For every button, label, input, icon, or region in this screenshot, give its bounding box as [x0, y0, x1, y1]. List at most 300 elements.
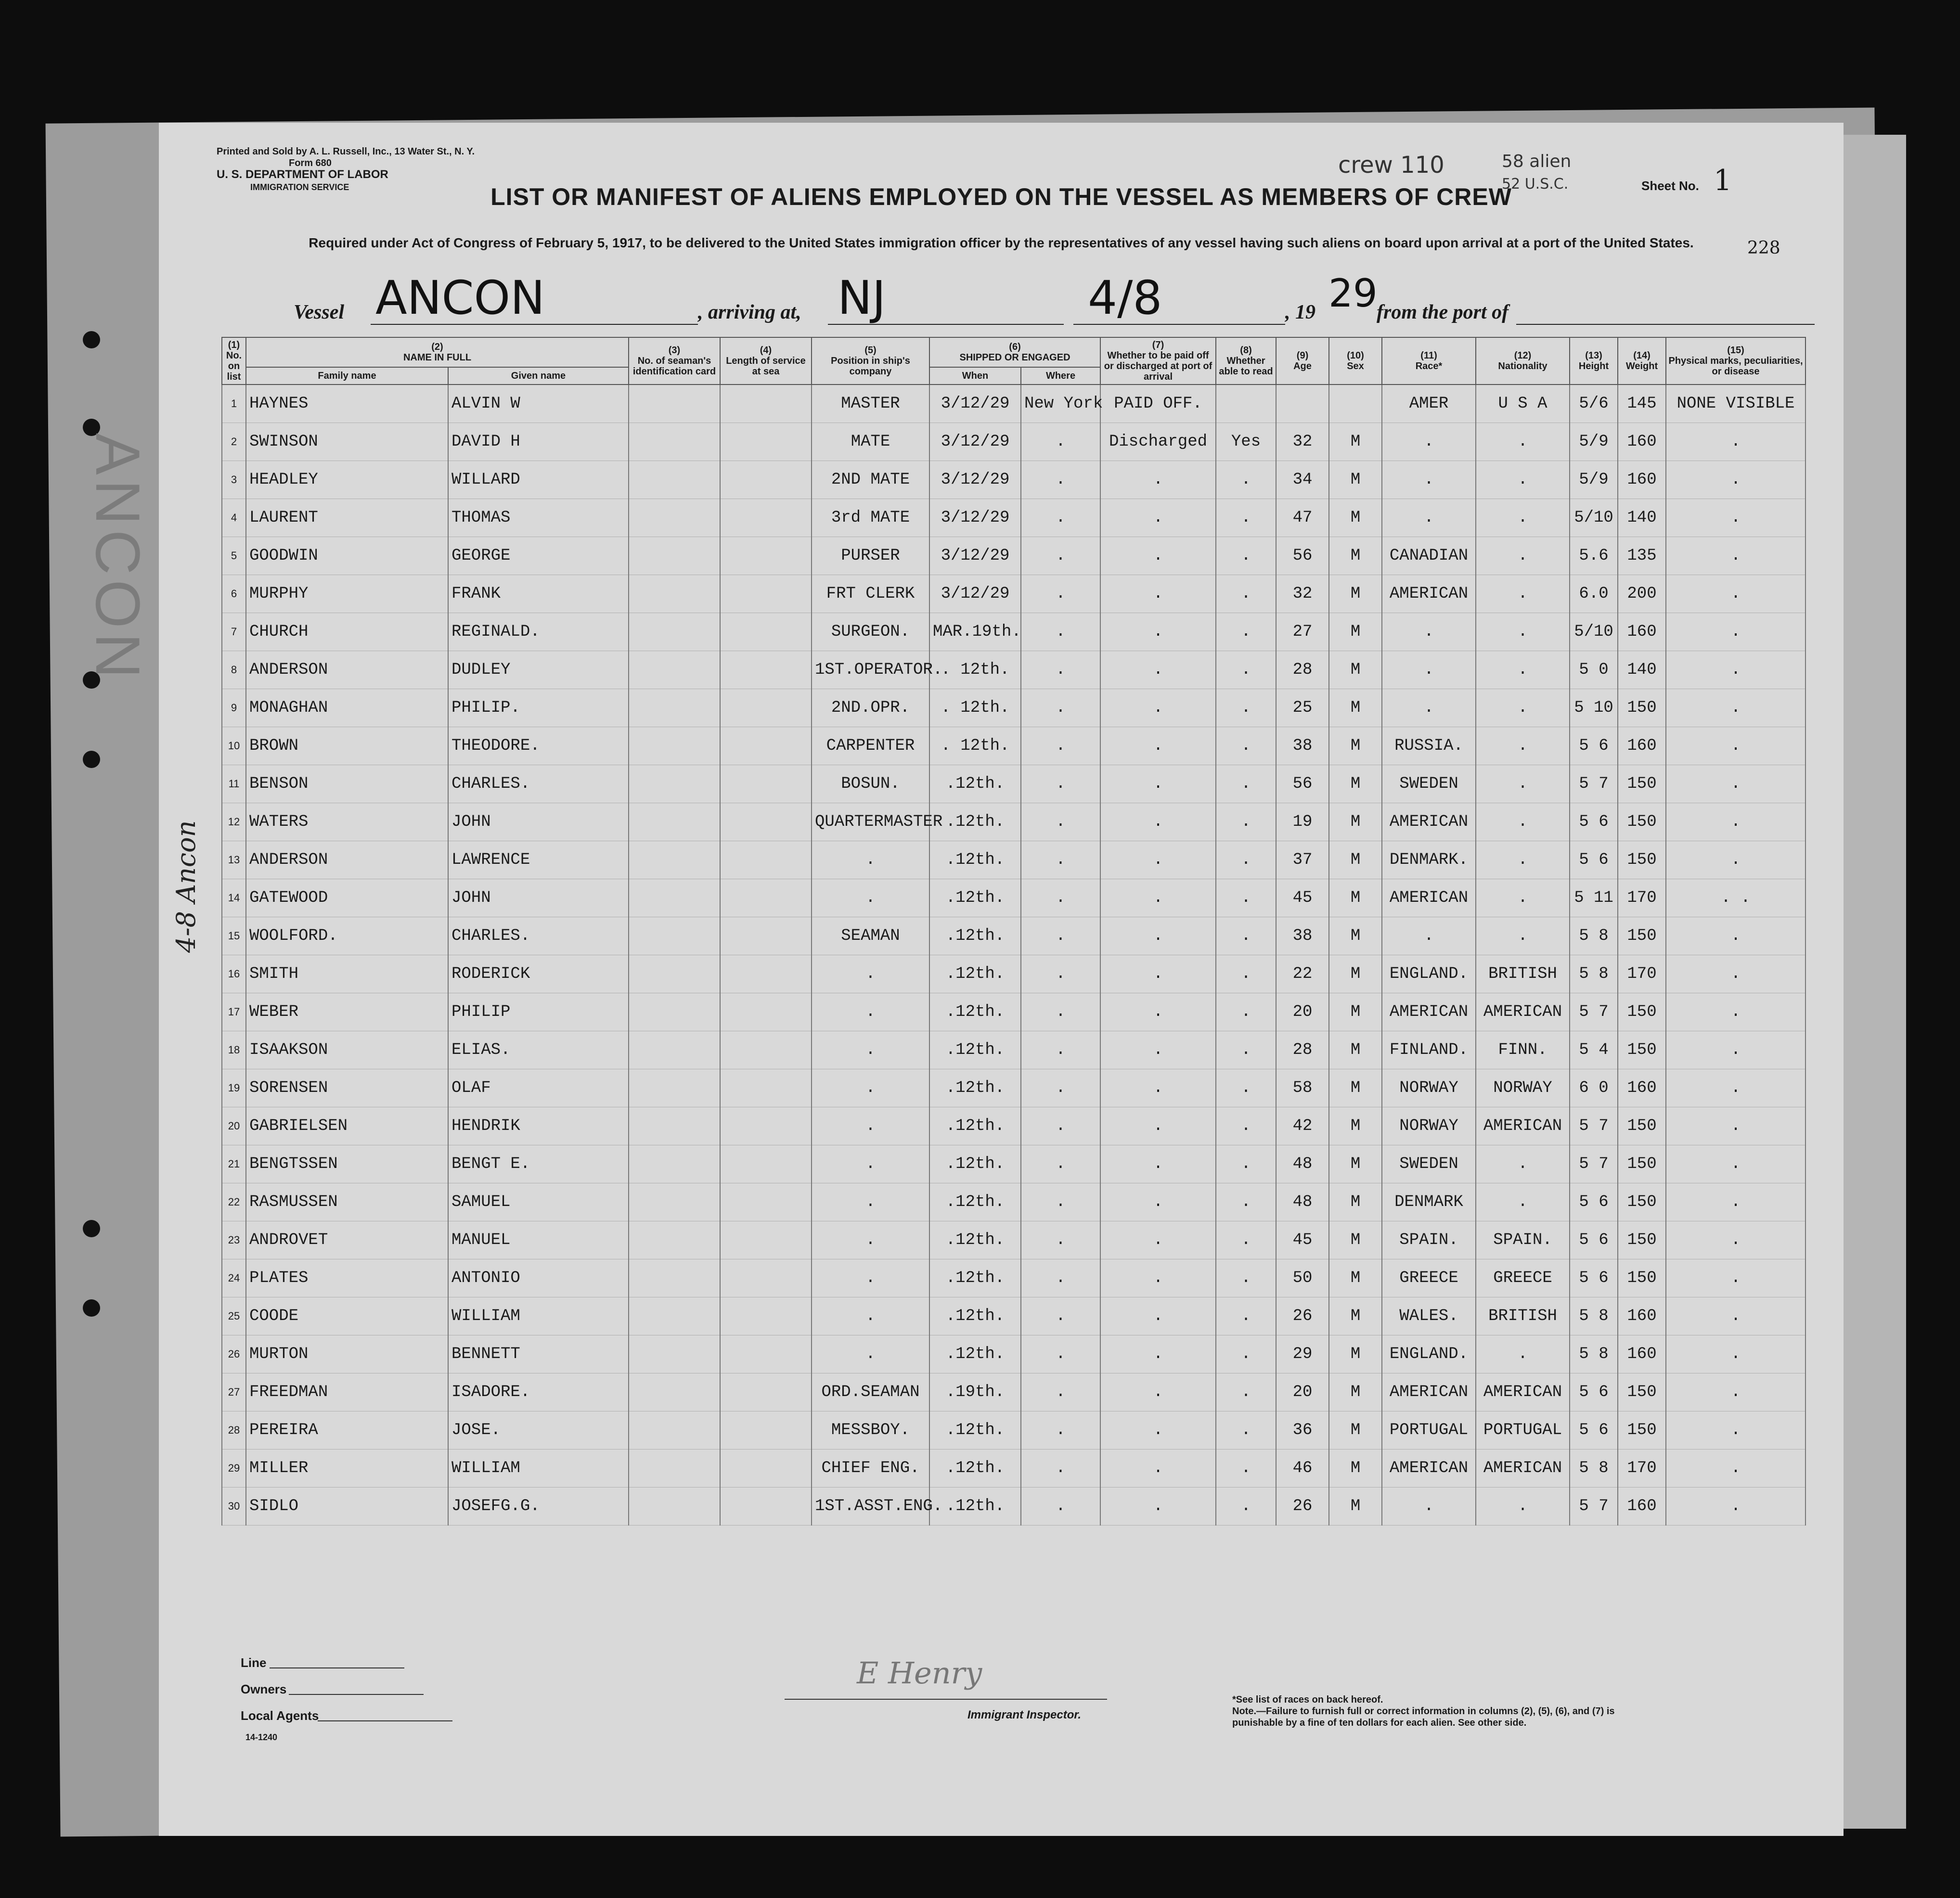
- binder-hole: [83, 1220, 100, 1237]
- cell-paid-off: .: [1100, 727, 1216, 765]
- cell-id-card: [629, 575, 720, 613]
- cell-length-service: [720, 689, 812, 727]
- cell-weight: 150: [1618, 1259, 1666, 1297]
- cell-nationality: AMERICAN: [1476, 1107, 1570, 1145]
- cell-shipped-when: .12th.: [929, 765, 1021, 803]
- cell-id-card: [629, 1259, 720, 1297]
- col-sex: (10) Sex: [1329, 337, 1382, 385]
- cell-position: 1ST.OPERATOR.: [812, 651, 929, 689]
- cell-row-number: 3: [222, 461, 246, 499]
- cell-shipped-where: .: [1021, 1297, 1100, 1335]
- table-row: [222, 1221, 1805, 1259]
- cell-nationality: U S A: [1476, 385, 1570, 423]
- cell-weight: 160: [1618, 1488, 1666, 1526]
- cell-shipped-when: 3/12/29: [929, 461, 1021, 499]
- cell-physical-marks: .: [1666, 1221, 1805, 1259]
- cell-paid-off: .: [1100, 1183, 1216, 1221]
- cell-shipped-when: .12th.: [929, 1488, 1021, 1526]
- cell-given-name: FRANK: [448, 575, 629, 613]
- cell-given-name: WILLIAM: [448, 1449, 629, 1488]
- cell-id-card: [629, 689, 720, 727]
- cell-height: 5 6: [1570, 1411, 1618, 1449]
- crew-manifest-table: [221, 337, 1806, 1526]
- cell-able-read: .: [1216, 537, 1276, 575]
- cell-sex: M: [1329, 1297, 1382, 1335]
- cell-family-name: SWINSON: [246, 423, 448, 461]
- cell-weight: 160: [1618, 423, 1666, 461]
- cell-physical-marks: .: [1666, 1259, 1805, 1297]
- cell-given-name: ALVIN W: [448, 385, 629, 423]
- cell-position: .: [812, 1183, 929, 1221]
- cell-paid-off: .: [1100, 1031, 1216, 1069]
- cell-height: 5 0: [1570, 651, 1618, 689]
- cell-position: .: [812, 955, 929, 993]
- cell-weight: 140: [1618, 651, 1666, 689]
- cell-able-read: .: [1216, 1488, 1276, 1526]
- binder-hole: [83, 751, 100, 768]
- cell-shipped-when: .12th.: [929, 1221, 1021, 1259]
- cell-age: 56: [1276, 765, 1329, 803]
- cell-id-card: [629, 1221, 720, 1259]
- cell-sex: M: [1329, 1107, 1382, 1145]
- cell-row-number: 16: [222, 955, 246, 993]
- cell-family-name: GATEWOOD: [246, 879, 448, 917]
- table-row: [222, 1411, 1805, 1449]
- cell-weight: 200: [1618, 575, 1666, 613]
- cell-shipped-when: .12th.: [929, 1031, 1021, 1069]
- cell-weight: 170: [1618, 1449, 1666, 1488]
- cell-family-name: ANDROVET: [246, 1221, 448, 1259]
- cell-row-number: 29: [222, 1449, 246, 1488]
- cell-row-number: 13: [222, 841, 246, 879]
- cell-able-read: .: [1216, 1031, 1276, 1069]
- cell-given-name: GEORGE: [448, 537, 629, 575]
- cell-position: 1ST.ASST.ENG.: [812, 1488, 929, 1526]
- cell-shipped-when: .12th.: [929, 1449, 1021, 1488]
- cell-able-read: .: [1216, 1259, 1276, 1297]
- table-row: [222, 1145, 1805, 1183]
- cell-paid-off: .: [1100, 1145, 1216, 1183]
- cell-row-number: 27: [222, 1373, 246, 1411]
- cell-row-number: 9: [222, 689, 246, 727]
- cell-nationality: .: [1476, 1335, 1570, 1373]
- col-name-in-full: (2) NAME IN FULL: [246, 337, 629, 367]
- cell-family-name: MURTON: [246, 1335, 448, 1373]
- cell-sex: [1329, 385, 1382, 423]
- cell-shipped-where: New York: [1021, 385, 1100, 423]
- cell-age: 32: [1276, 423, 1329, 461]
- cell-paid-off: .: [1100, 1373, 1216, 1411]
- cell-shipped-where: .: [1021, 575, 1100, 613]
- cell-sex: M: [1329, 917, 1382, 955]
- cell-age: 25: [1276, 689, 1329, 727]
- sheet-number: Sheet No. 1: [1641, 164, 1732, 197]
- col-weight: (14) Weight: [1618, 337, 1666, 385]
- cell-row-number: 25: [222, 1297, 246, 1335]
- cell-weight: 150: [1618, 1183, 1666, 1221]
- cell-position: PURSER: [812, 537, 929, 575]
- cell-shipped-where: .: [1021, 841, 1100, 879]
- cell-nationality: .: [1476, 1145, 1570, 1183]
- cell-row-number: 20: [222, 1107, 246, 1145]
- cell-shipped-where: .: [1021, 1145, 1100, 1183]
- cell-family-name: PEREIRA: [246, 1411, 448, 1449]
- cell-nationality: .: [1476, 879, 1570, 917]
- cell-nationality: .: [1476, 1488, 1570, 1526]
- cell-physical-marks: .: [1666, 1297, 1805, 1335]
- cell-paid-off: .: [1100, 461, 1216, 499]
- cell-shipped-where: .: [1021, 879, 1100, 917]
- cell-weight: 160: [1618, 1335, 1666, 1373]
- cell-given-name: CHARLES.: [448, 917, 629, 955]
- cell-weight: 150: [1618, 1031, 1666, 1069]
- cell-given-name: PHILIP: [448, 993, 629, 1031]
- cell-length-service: [720, 993, 812, 1031]
- cell-age: 28: [1276, 1031, 1329, 1069]
- cell-row-number: 5: [222, 537, 246, 575]
- cell-sex: M: [1329, 499, 1382, 537]
- cell-paid-off: .: [1100, 1259, 1216, 1297]
- cell-height: 5 6: [1570, 1221, 1618, 1259]
- cell-shipped-when: 3/12/29: [929, 499, 1021, 537]
- cell-length-service: [720, 1449, 812, 1488]
- col-shipped-engaged: (6) SHIPPED OR ENGAGED: [929, 337, 1100, 367]
- cell-race: AMERICAN: [1382, 1373, 1476, 1411]
- cell-age: 38: [1276, 917, 1329, 955]
- cell-height: 5/6: [1570, 385, 1618, 423]
- cell-length-service: [720, 385, 812, 423]
- cell-age: 22: [1276, 955, 1329, 993]
- cell-sex: M: [1329, 1335, 1382, 1373]
- cell-weight: 150: [1618, 1107, 1666, 1145]
- cell-nationality: .: [1476, 841, 1570, 879]
- cell-shipped-where: .: [1021, 1449, 1100, 1488]
- cell-nationality: SPAIN.: [1476, 1221, 1570, 1259]
- cell-paid-off: .: [1100, 1411, 1216, 1449]
- cell-id-card: [629, 461, 720, 499]
- cell-weight: 160: [1618, 1069, 1666, 1107]
- cell-age: 45: [1276, 879, 1329, 917]
- cell-row-number: 18: [222, 1031, 246, 1069]
- cell-given-name: JOSE.: [448, 1411, 629, 1449]
- cell-sex: M: [1329, 1449, 1382, 1488]
- cell-row-number: 30: [222, 1488, 246, 1526]
- cell-shipped-where: .: [1021, 917, 1100, 955]
- cell-position: MASTER: [812, 385, 929, 423]
- cell-physical-marks: . .: [1666, 879, 1805, 917]
- cell-row-number: 6: [222, 575, 246, 613]
- cell-length-service: [720, 1411, 812, 1449]
- cell-length-service: [720, 765, 812, 803]
- cell-shipped-when: .12th.: [929, 1259, 1021, 1297]
- cell-paid-off: .: [1100, 1069, 1216, 1107]
- cell-physical-marks: .: [1666, 993, 1805, 1031]
- cell-race: AMERICAN: [1382, 1449, 1476, 1488]
- cell-age: [1276, 385, 1329, 423]
- cell-position: MATE: [812, 423, 929, 461]
- col-length-service: (4) Length of service at sea: [720, 337, 812, 385]
- cell-length-service: [720, 537, 812, 575]
- cell-family-name: SMITH: [246, 955, 448, 993]
- cell-shipped-when: 3/12/29: [929, 385, 1021, 423]
- cell-id-card: [629, 1183, 720, 1221]
- cell-physical-marks: .: [1666, 651, 1805, 689]
- cell-able-read: .: [1216, 1335, 1276, 1373]
- cell-nationality: .: [1476, 765, 1570, 803]
- cell-position: FRT CLERK: [812, 575, 929, 613]
- cell-row-number: 12: [222, 803, 246, 841]
- cell-length-service: [720, 917, 812, 955]
- cell-paid-off: .: [1100, 1107, 1216, 1145]
- cell-nationality: .: [1476, 1183, 1570, 1221]
- cell-given-name: SAMUEL: [448, 1183, 629, 1221]
- cell-able-read: .: [1216, 765, 1276, 803]
- cell-given-name: JOHN: [448, 803, 629, 841]
- col-given-name: Given name: [448, 367, 629, 385]
- page-number: 228: [1747, 238, 1780, 258]
- cell-position: CARPENTER: [812, 727, 929, 765]
- cell-height: 5 4: [1570, 1031, 1618, 1069]
- cell-family-name: MILLER: [246, 1449, 448, 1488]
- cell-able-read: .: [1216, 1145, 1276, 1183]
- cell-physical-marks: .: [1666, 423, 1805, 461]
- document-subtitle: Required under Act of Congress of February 5, 1917, to be delivered to the United States immigration officer by the representatives of any vessel having such aliens on board upon arrival at a port of the United States.: [309, 235, 1694, 250]
- cell-position: QUARTERMASTER: [812, 803, 929, 841]
- cell-sex: M: [1329, 1373, 1382, 1411]
- cell-family-name: BENGTSSEN: [246, 1145, 448, 1183]
- table-row: [222, 803, 1805, 841]
- cell-sex: M: [1329, 1259, 1382, 1297]
- cell-row-number: 24: [222, 1259, 246, 1297]
- cell-age: 38: [1276, 727, 1329, 765]
- cell-age: 50: [1276, 1259, 1329, 1297]
- cell-family-name: BROWN: [246, 727, 448, 765]
- cell-race: PORTUGAL: [1382, 1411, 1476, 1449]
- cell-weight: 150: [1618, 917, 1666, 955]
- inspector-signature: E Henry: [857, 1655, 982, 1691]
- cell-id-card: [629, 1411, 720, 1449]
- cell-paid-off: Discharged: [1100, 423, 1216, 461]
- cell-length-service: [720, 499, 812, 537]
- cell-position: .: [812, 1297, 929, 1335]
- cell-race: .: [1382, 613, 1476, 651]
- cell-given-name: ISADORE.: [448, 1373, 629, 1411]
- col-when: When: [929, 367, 1021, 385]
- cell-row-number: 15: [222, 917, 246, 955]
- cell-height: 5 7: [1570, 1107, 1618, 1145]
- table-row: [222, 1335, 1805, 1373]
- cell-length-service: [720, 1107, 812, 1145]
- cell-age: 34: [1276, 461, 1329, 499]
- arrival-port: NJ: [838, 271, 886, 325]
- cell-nationality: FINN.: [1476, 1031, 1570, 1069]
- cell-sex: M: [1329, 955, 1382, 993]
- cell-physical-marks: .: [1666, 1031, 1805, 1069]
- cell-race: .: [1382, 461, 1476, 499]
- cell-able-read: .: [1216, 841, 1276, 879]
- cell-given-name: BENNETT: [448, 1335, 629, 1373]
- cell-shipped-when: .12th.: [929, 955, 1021, 993]
- inspector-label: Immigrant Inspector.: [967, 1708, 1082, 1721]
- cell-paid-off: .: [1100, 575, 1216, 613]
- table-row: [222, 879, 1805, 917]
- cell-id-card: [629, 955, 720, 993]
- cell-family-name: MURPHY: [246, 575, 448, 613]
- cell-physical-marks: .: [1666, 689, 1805, 727]
- table-row: [222, 1183, 1805, 1221]
- cell-race: CANADIAN: [1382, 537, 1476, 575]
- cell-race: SPAIN.: [1382, 1221, 1476, 1259]
- crew-rows: [222, 385, 1805, 1526]
- cell-able-read: .: [1216, 1107, 1276, 1145]
- cell-paid-off: .: [1100, 537, 1216, 575]
- cell-physical-marks: .: [1666, 803, 1805, 841]
- table-row: [222, 993, 1805, 1031]
- table-row: [222, 1259, 1805, 1297]
- cell-physical-marks: .: [1666, 1183, 1805, 1221]
- cell-able-read: .: [1216, 575, 1276, 613]
- cell-length-service: [720, 575, 812, 613]
- cell-shipped-where: .: [1021, 1259, 1100, 1297]
- cell-weight: 150: [1618, 765, 1666, 803]
- cell-height: 5/10: [1570, 499, 1618, 537]
- cell-length-service: [720, 955, 812, 993]
- cell-nationality: PORTUGAL: [1476, 1411, 1570, 1449]
- cell-length-service: [720, 1069, 812, 1107]
- underlying-page-edge: [1839, 135, 1906, 1829]
- cell-sex: M: [1329, 423, 1382, 461]
- table-row: [222, 1488, 1805, 1526]
- cell-given-name: WILLIAM: [448, 1297, 629, 1335]
- cell-shipped-when: .12th.: [929, 917, 1021, 955]
- cell-paid-off: .: [1100, 499, 1216, 537]
- cell-paid-off: .: [1100, 765, 1216, 803]
- cell-sex: M: [1329, 575, 1382, 613]
- table-row: [222, 423, 1805, 461]
- cell-family-name: WATERS: [246, 803, 448, 841]
- cell-family-name: GOODWIN: [246, 537, 448, 575]
- cell-sex: M: [1329, 461, 1382, 499]
- binder-hole: [83, 331, 100, 348]
- cell-given-name: BENGT E.: [448, 1145, 629, 1183]
- cell-paid-off: .: [1100, 841, 1216, 879]
- cell-weight: 160: [1618, 613, 1666, 651]
- cell-physical-marks: .: [1666, 575, 1805, 613]
- cell-given-name: ANTONIO: [448, 1259, 629, 1297]
- cell-paid-off: .: [1100, 803, 1216, 841]
- cell-row-number: 2: [222, 423, 246, 461]
- cell-height: 5/9: [1570, 461, 1618, 499]
- cell-given-name: MANUEL: [448, 1221, 629, 1259]
- table-row: [222, 955, 1805, 993]
- cell-family-name: MONAGHAN: [246, 689, 448, 727]
- cell-position: SURGEON.: [812, 613, 929, 651]
- cell-position: .: [812, 1107, 929, 1145]
- cell-family-name: ANDERSON: [246, 651, 448, 689]
- cell-race: AMERICAN: [1382, 803, 1476, 841]
- cell-height: 6 0: [1570, 1069, 1618, 1107]
- cell-height: 5/10: [1570, 613, 1618, 651]
- cell-position: 3rd MATE: [812, 499, 929, 537]
- cell-length-service: [720, 1145, 812, 1183]
- cell-given-name: ELIAS.: [448, 1031, 629, 1069]
- usc-count-note: 52 U.S.C.: [1502, 176, 1569, 192]
- cell-weight: 170: [1618, 955, 1666, 993]
- cell-nationality: .: [1476, 651, 1570, 689]
- cell-shipped-when: . 12th.: [929, 727, 1021, 765]
- cell-shipped-when: .12th.: [929, 841, 1021, 879]
- cell-race: GREECE: [1382, 1259, 1476, 1297]
- cell-race: WALES.: [1382, 1297, 1476, 1335]
- cell-paid-off: PAID OFF.: [1100, 385, 1216, 423]
- cell-nationality: .: [1476, 689, 1570, 727]
- cell-family-name: HAYNES: [246, 385, 448, 423]
- table-row: [222, 765, 1805, 803]
- table-row: [222, 1031, 1805, 1069]
- cell-physical-marks: .: [1666, 917, 1805, 955]
- table-row: [222, 727, 1805, 765]
- cell-weight: 150: [1618, 993, 1666, 1031]
- table-row: [222, 613, 1805, 651]
- cell-race: SWEDEN: [1382, 765, 1476, 803]
- cell-height: 5/9: [1570, 423, 1618, 461]
- cell-given-name: JOSEFG.G.: [448, 1488, 629, 1526]
- cell-id-card: [629, 1145, 720, 1183]
- cell-physical-marks: .: [1666, 1411, 1805, 1449]
- cell-id-card: [629, 993, 720, 1031]
- cell-able-read: .: [1216, 955, 1276, 993]
- cell-weight: 170: [1618, 879, 1666, 917]
- cell-physical-marks: .: [1666, 727, 1805, 765]
- cell-able-read: .: [1216, 993, 1276, 1031]
- cell-able-read: .: [1216, 1411, 1276, 1449]
- cell-family-name: WOOLFORD.: [246, 917, 448, 955]
- table-row: [222, 385, 1805, 423]
- cell-age: 46: [1276, 1449, 1329, 1488]
- cell-sex: M: [1329, 1145, 1382, 1183]
- cell-id-card: [629, 1297, 720, 1335]
- cell-able-read: Yes: [1216, 423, 1276, 461]
- cell-physical-marks: .: [1666, 1449, 1805, 1488]
- cell-physical-marks: .: [1666, 1145, 1805, 1183]
- cell-given-name: OLAF: [448, 1069, 629, 1107]
- cell-row-number: 11: [222, 765, 246, 803]
- cell-physical-marks: .: [1666, 537, 1805, 575]
- cell-row-number: 4: [222, 499, 246, 537]
- cell-physical-marks: .: [1666, 499, 1805, 537]
- cell-given-name: CHARLES.: [448, 765, 629, 803]
- cell-family-name: SIDLO: [246, 1488, 448, 1526]
- cell-row-number: 14: [222, 879, 246, 917]
- cell-nationality: AMERICAN: [1476, 993, 1570, 1031]
- cell-height: 5 6: [1570, 1373, 1618, 1411]
- col-position: (5) Position in ship's company: [812, 337, 929, 385]
- alien-count-note: 58 alien: [1502, 152, 1572, 171]
- cell-paid-off: .: [1100, 613, 1216, 651]
- cell-nationality: BRITISH: [1476, 955, 1570, 993]
- cell-shipped-where: .: [1021, 1411, 1100, 1449]
- cell-physical-marks: .: [1666, 461, 1805, 499]
- cell-age: 45: [1276, 1221, 1329, 1259]
- cell-nationality: .: [1476, 917, 1570, 955]
- cell-id-card: [629, 1488, 720, 1526]
- cell-shipped-when: . 12th.: [929, 689, 1021, 727]
- cell-family-name: FREEDMAN: [246, 1373, 448, 1411]
- cell-nationality: NORWAY: [1476, 1069, 1570, 1107]
- cell-shipped-where: .: [1021, 1183, 1100, 1221]
- col-id-card: (3) No. of seaman's identification card: [629, 337, 720, 385]
- cell-given-name: DUDLEY: [448, 651, 629, 689]
